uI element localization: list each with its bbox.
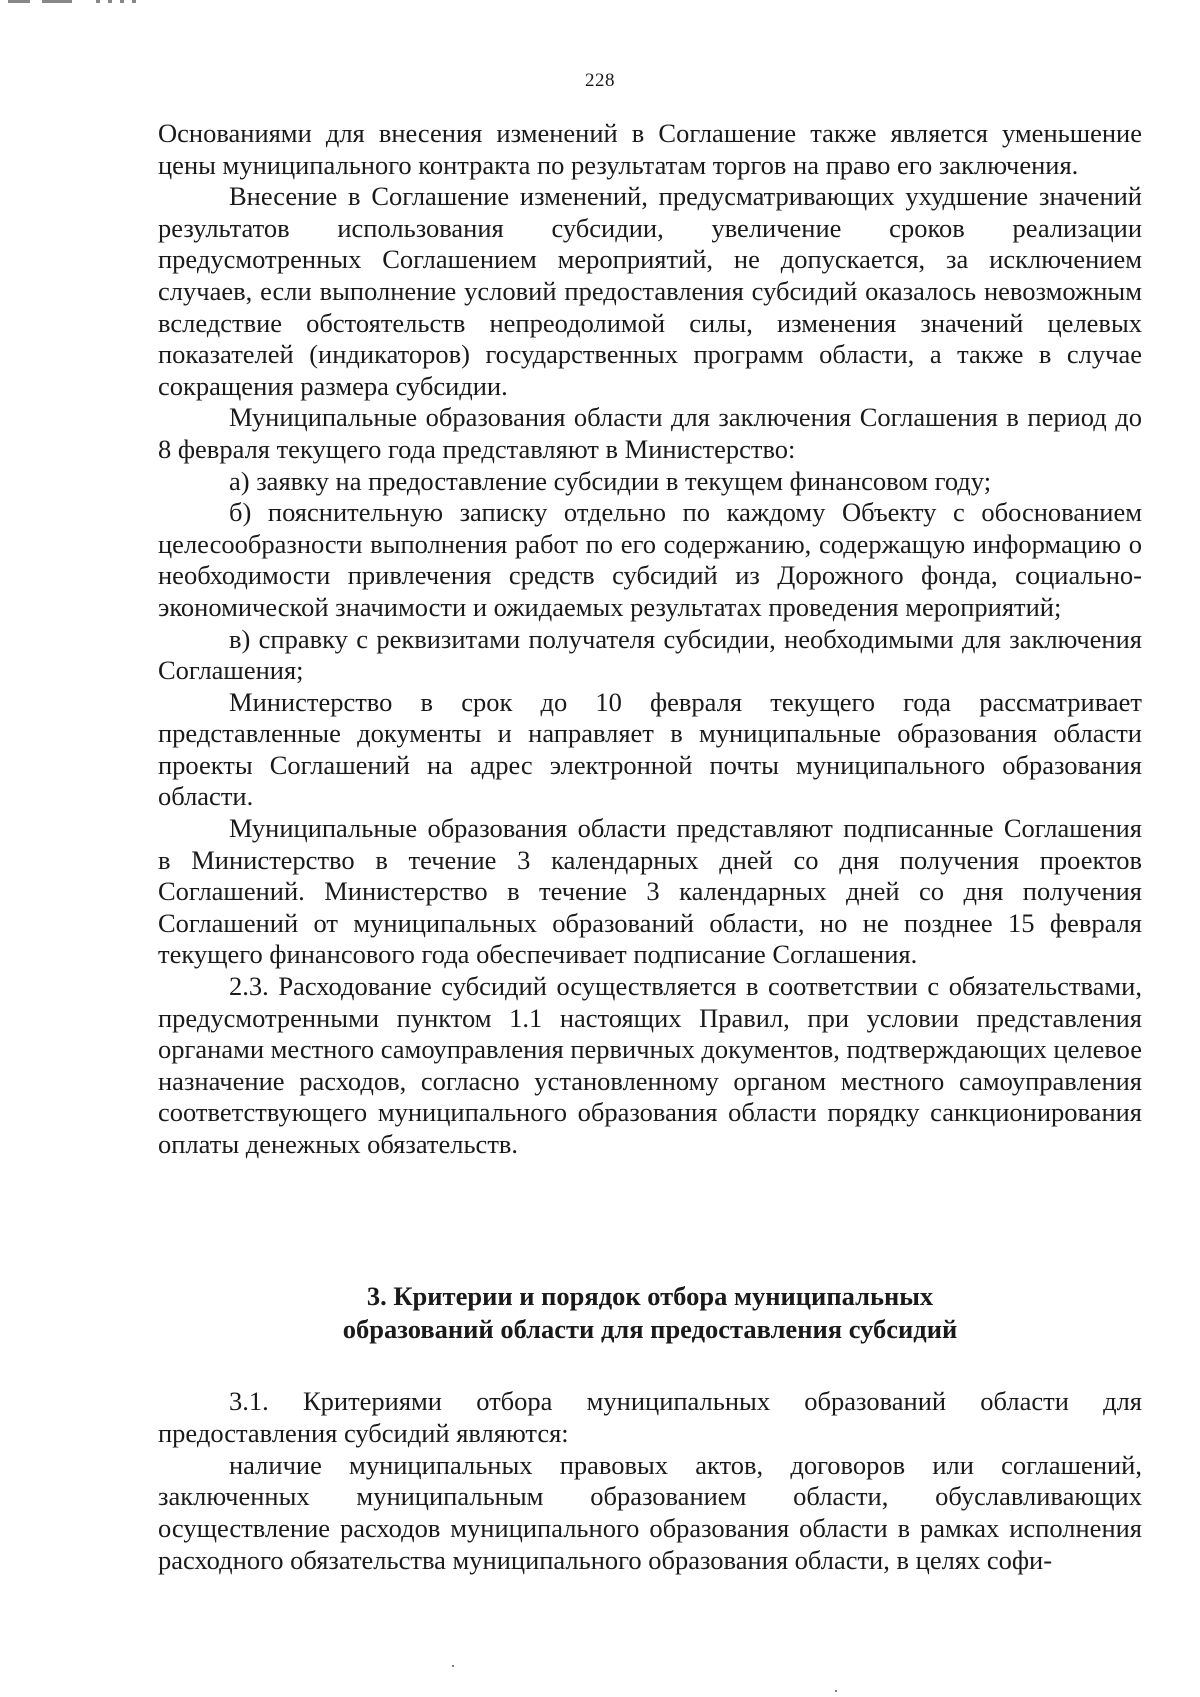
section-heading bbox=[158, 1280, 1142, 1346]
paragraph: Муниципальные образования области для заключения Соглашения в период до 8 февраля текущего года представляют в Министерство: bbox=[158, 402, 1142, 464]
list-item-b: б) пояснительную записку отдельно по каждому Объекту с обоснованием целесообразности выполнения работ по его содержанию, содержащую информацию о необходимости привлечения средств субсидий из Дорожного фонда, социально-экономической значимости и ожидаемых результатах проведения мероприятий; bbox=[158, 497, 1142, 622]
paragraph-2-3: 2.3. Расходование субсидий осуществляется в соответствии с обязательствами, предусмотренными пунктом 1.1 настоящих Правил, при условии представления органами местного самоуправления первичных документов, подтверждающих целевое назначение расходов, согласно установленному органом местного самоуправления соответствующего муниципального образования области порядку санкционирования оплаты денежных обязательств. bbox=[158, 971, 1143, 1159]
list-item-a: а) заявку на предоставление субсидии в текущем финансовом году; bbox=[229, 465, 992, 496]
paragraph: Основаниями для внесения изменений в Соглашение также является уменьшение цены муниципального контракта по результатам торгов на право его заключения. bbox=[158, 118, 1142, 180]
page-number: 228 bbox=[585, 70, 615, 91]
section-heading-line-2: образований области для предоставления субсидий bbox=[342, 1314, 958, 1344]
scan-speck bbox=[452, 1665, 454, 1667]
paragraph: Муниципальные образования области представляют подписанные Соглашения в Министерство в течение 3 календарных дней со дня получения проектов Соглашений. Министерство в течение 3 календарных дней со дня получения Соглашений от муниципальных образований области, но не позднее 15 февраля текущего финансового года обеспечивает подписание Соглашения. bbox=[158, 813, 1142, 970]
section-3-text bbox=[158, 1386, 1142, 1577]
paragraph: наличие муниципальных правовых актов, договоров или соглашений, заключенных муниципальным образованием области, обуславливающих осуществление расходов муниципального образования области в рамках исполнения расходного обязательства муниципального образования области, в целях софи- bbox=[158, 1449, 1142, 1575]
paragraph: Министерство в срок до 10 февраля текущего года рассматривает представленные документы и направляет в муниципальные образования области проекты Соглашений на адрес электронной почты муниципального образования области. bbox=[158, 686, 1142, 812]
scan-edge-mark bbox=[0, 0, 150, 6]
paragraph-3-1: 3.1. Критериями отбора муниципальных образований области для предоставления субсидий являются: bbox=[158, 1386, 1142, 1448]
list-item-v: в) справку с реквизитами получателя субсидии, необходимыми для заключения Соглашения; bbox=[158, 623, 1142, 686]
section-heading-line-1: 3. Критерии и порядок отбора муниципальных bbox=[366, 1281, 934, 1311]
body-text bbox=[158, 118, 1142, 1161]
scan-speck bbox=[835, 1690, 837, 1692]
paragraph: Внесение в Соглашение изменений, предусматривающих ухудшение значений результатов использования субсидии, увеличение сроков реализации предусмотренных Соглашением мероприятий, не допускается, за исключением случаев, если выполнение условий предоставления субсидий оказалось невозможным вследствие обстоятельств непреодолимой силы, изменения значений целевых показателей (индикаторов) государственных программ области, а также в случае сокращения размера субсидии. bbox=[158, 181, 1142, 401]
